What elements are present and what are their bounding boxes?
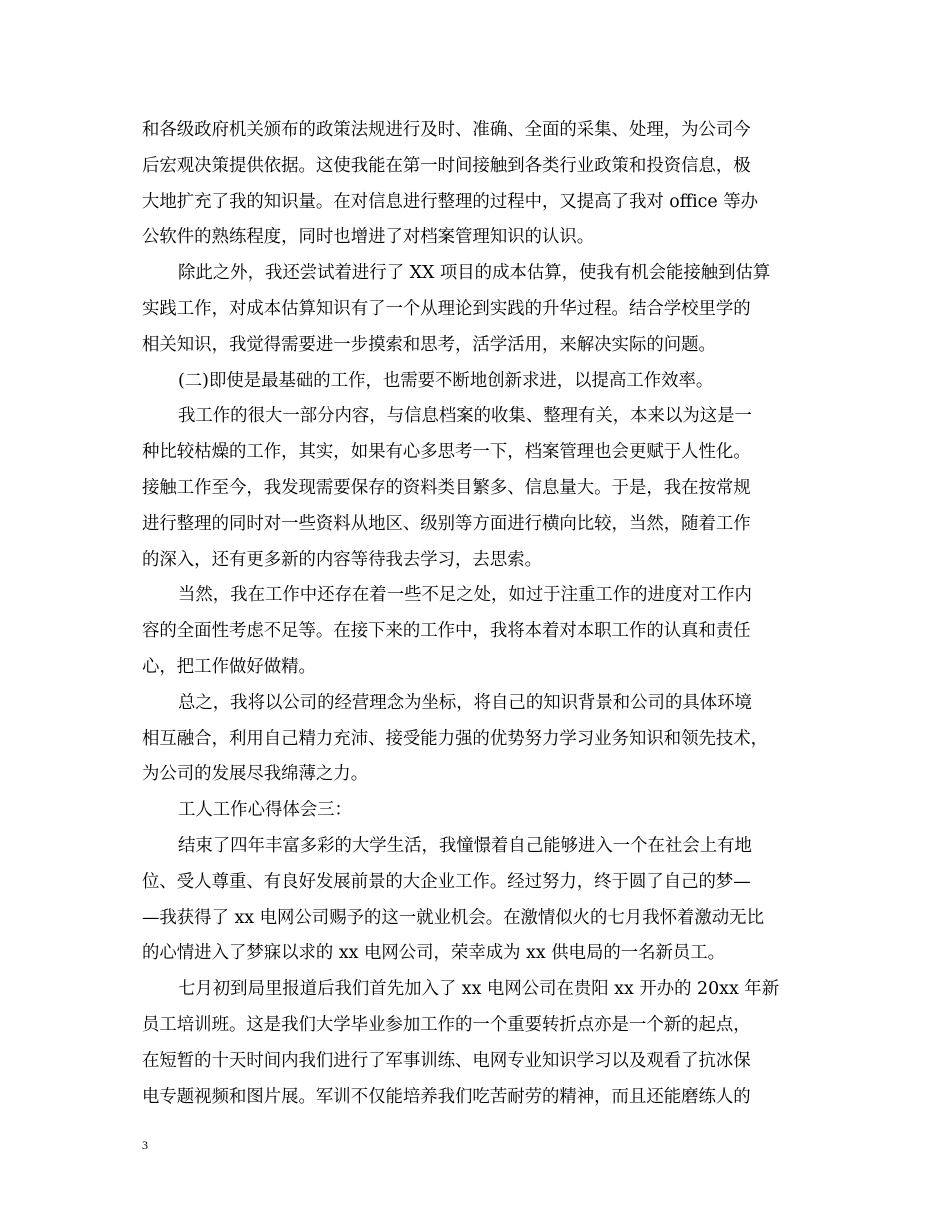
text-line: 相关知识，我觉得需要进一步摸索和思考，活学活用，来解决实际的问题。 [142, 334, 716, 355]
text-line: 和各级政府机关颁布的政策法规进行及时、准确、全面的采集、处理，为公司今 [142, 120, 751, 140]
text-line: 接触工作至今，我发现需要保存的资料类目繁多、信息量大。于是，我在按常规 [142, 477, 751, 498]
text-line: 除此之外，我还尝试着进行了 XX 项目的成本估算，使我有机会能接触到估算 [178, 263, 771, 284]
text-line: 为公司的发展尽我绵薄之力。 [142, 764, 369, 785]
text-line: 员工培训班。这是我们大学毕业参加工作的一个重要转折点亦是一个新的起点， [142, 1014, 751, 1035]
text-line: 总之，我将以公司的经营理念为坐标，将自己的知识背景和公司的具体环境 [178, 692, 752, 713]
text-line: 结束了四年丰富多彩的大学生活，我憧憬着自己能够进入一个在社会上有地 [178, 835, 752, 856]
text-line: 心，把工作做好做精。 [142, 656, 316, 677]
text-line: 公软件的熟练程度，同时也增进了对档案管理知识的认识。 [142, 227, 595, 248]
body-text [142, 113, 822, 1115]
text-line: 当然，我在工作中还存在着一些不足之处，如过于注重工作的进度对工作内 [178, 585, 752, 606]
text-line: 电专题视频和图片展。军训不仅能培养我们吃苦耐劳的精神，而且还能磨练人的 [142, 1086, 751, 1107]
text-line: 的深入，还有更多新的内容等待我去学习，去思索。 [142, 549, 542, 570]
text-line: 大地扩充了我的知识量。在对信息进行整理的过程中，又提高了我对 office 等办 [142, 191, 758, 212]
text-line: 七月初到局里报道后我们首先加入了 xx 电网公司在贵阳 xx 开办的 20xx 年新 [178, 979, 780, 1000]
text-line: 后宏观决策提供依据。这使我能在第一时间接触到各类行业政策和投资信息，极 [142, 155, 751, 176]
text-line: 我工作的很大一部分内容，与信息档案的收集、整理有关，本来以为这是一 [178, 406, 752, 427]
text-line: 在短暂的十天时间内我们进行了军事训练、电网专业知识学习以及观看了抗冰保 [142, 1050, 751, 1071]
text-line: —我获得了 xx 电网公司赐予的这一就业机会。在激情似火的七月我怀着激动无比 [142, 907, 764, 928]
text-line: 工人工作心得体会三： [178, 800, 352, 821]
text-line: 的心情进入了梦寐以求的 xx 电网公司，荣幸成为 xx 供电局的一名新员工。 [142, 943, 726, 964]
text-line: (二)即使是最基础的工作，也需要不断地创新求进，以提高工作效率。 [178, 370, 714, 391]
text-line: 实践工作，对成本估算知识有了一个从理论到实践的升华过程。结合学校里学的 [142, 298, 751, 319]
page-number: 3 [142, 1138, 148, 1152]
text-line: 位、受人尊重、有良好发展前景的大企业工作。经过努力，终于圆了自己的梦— [142, 871, 751, 892]
text-line: 容的全面性考虑不足等。在接下来的工作中，我将本着对本职工作的认真和责任 [142, 621, 751, 642]
text-line: 相互融合，利用自己精力充沛、接受能力强的优势努力学习业务知识和领先技术， [142, 728, 769, 749]
text-line: 进行整理的同时对一些资料从地区、级别等方面进行横向比较，当然，随着工作 [142, 513, 751, 534]
text-line: 种比较枯燥的工作，其实，如果有心多思考一下，档案管理也会更赋于人性化。 [142, 442, 751, 463]
